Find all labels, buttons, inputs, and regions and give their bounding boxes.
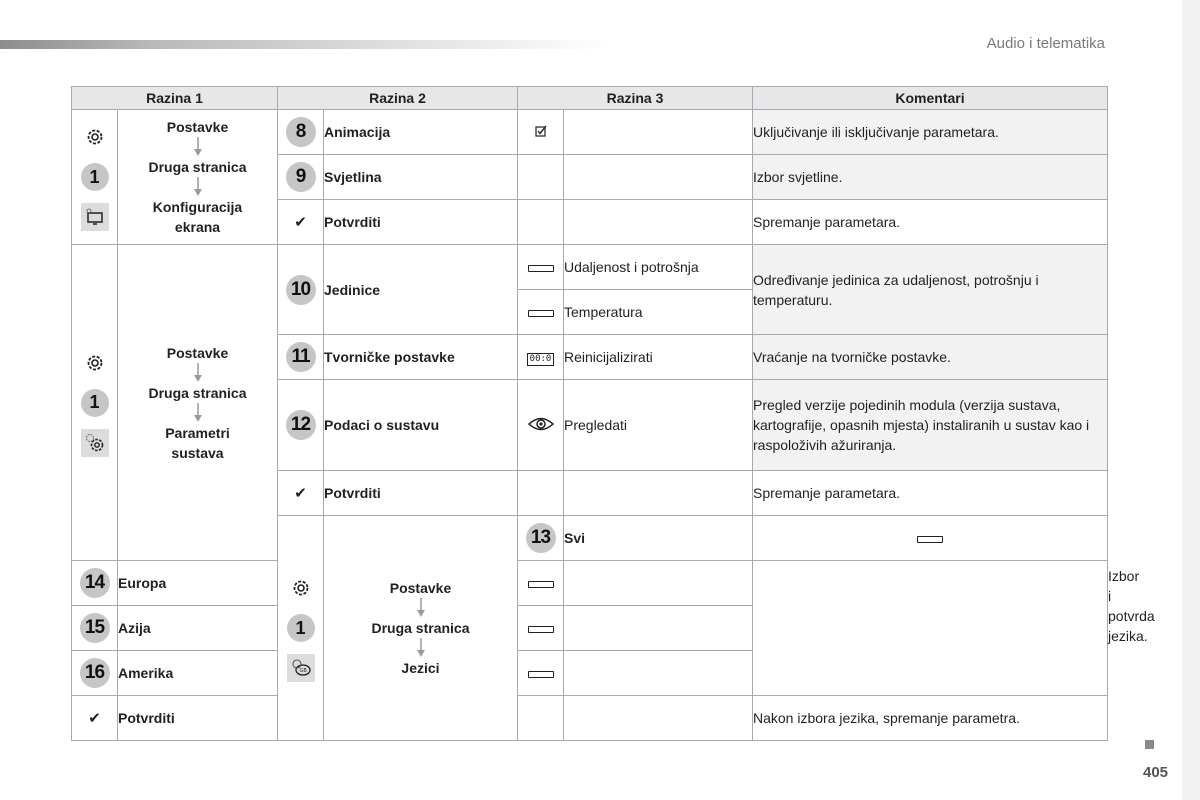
settings-gear-icon [85,117,105,157]
step-number-badge: 12 [286,410,316,440]
select-option-icon [518,245,564,290]
level2-label: Tvorničke postavke [324,335,518,380]
section-title: Audio i telematika [986,35,1105,52]
arrow-down-icon [193,137,203,157]
eye-view-icon [518,380,564,471]
level2-label: Podaci o sustavu [324,380,518,471]
select-option-icon [518,651,564,696]
level2-label: Azija [118,606,278,651]
comment-cell: Uključivanje ili isključivanje parametara. [753,110,1108,155]
select-option-icon [518,290,564,335]
step-number-badge: 14 [80,568,110,598]
level3-empty [564,561,753,606]
comment-cell: Izbor svjetline. [753,155,1108,200]
level2-label: Svjetlina [324,155,518,200]
select-option-icon [518,606,564,651]
level2-label: Potvrditi [324,471,518,516]
comment-cell: Spremanje parametara. [753,471,1108,516]
level1-icons-cell [278,516,324,741]
table-row: 1 GB Postavke Druga stranica Jezici 13 Svi Izbor i potvrda jezika. [72,516,1108,561]
languages-speech-icon [287,654,315,682]
confirm-check-icon: ✔ [88,710,101,727]
level3-symbol-empty [518,696,564,741]
checkbox-icon [518,110,564,155]
path-step-postavke: Postavke [166,344,229,361]
comment-cell: Određivanje jedinica za udaljenost, potrošnju i temperaturu. [753,245,1108,335]
comment-cell: Spremanje parametara. [753,200,1108,245]
level3-empty [564,606,753,651]
reset-counter-icon: 00:0 [518,335,564,380]
step-number-badge: 8 [286,117,316,147]
step-number-badge: 16 [80,658,110,688]
path-step-postavke: Postavke [166,119,229,135]
select-option-icon [753,516,1108,561]
level2-label: Svi [564,516,753,561]
select-option-icon [518,561,564,606]
level2-label: Potvrditi [118,696,278,741]
step-number-badge: 13 [526,523,556,553]
confirm-check-icon: ✔ [294,485,307,502]
step-number-badge: 9 [286,162,316,192]
level3-label: Reinicijalizirati [564,335,753,380]
page-marker-square [1145,740,1154,749]
level2-label: Potvrditi [324,200,518,245]
comment-cell: Vraćanje na tvorničke postavke. [753,335,1108,380]
arrow-down-icon [193,363,203,383]
page-number: 405 [1143,764,1169,781]
settings-menu-table [71,86,1155,741]
level2-label: Europa [118,561,278,606]
level3-symbol-empty [518,200,564,245]
level1-path-cell [324,516,518,741]
page-edge-strip [1182,0,1200,800]
system-parameters-icon [81,429,109,457]
level3-label [564,471,753,516]
level2-label: Animacija [324,110,518,155]
arrow-down-icon [416,598,426,618]
level3-symbol-empty [518,155,564,200]
path-step-konfiguracija-ekrana: Konfiguracija ekrana [152,199,243,235]
page-one-badge: 1 [81,163,109,191]
level3-label [564,155,753,200]
step-number-badge: 10 [286,275,316,305]
step-number-badge: 11 [286,342,316,372]
path-step-parametri-sustava: Parametri sustava [165,424,230,461]
screen-config-icon [81,203,109,231]
confirm-check-icon: ✔ [294,214,307,231]
level1-icons-cell [72,245,118,561]
column-header-komentari: Komentari [753,87,1108,110]
level3-label [564,110,753,155]
path-step-druga-stranica: Druga stranica [371,620,470,636]
column-header-razina-1: Razina 1 [72,87,278,110]
arrow-down-icon [416,638,426,658]
header-gradient-bar [0,40,610,49]
comment-cell: Nakon izbora jezika, spremanje parametra. [753,696,1108,741]
table-row [72,606,1108,651]
path-step-jezici: Jezici [401,660,440,676]
level3-label: Pregledati [564,380,753,471]
level2-label: Jedinice [324,245,518,335]
level3-label: Udaljenost i potrošnja [564,245,753,290]
level3-label [564,200,753,245]
level1-path-cell [118,245,278,561]
level2-label: Amerika [118,651,278,696]
table-row [72,651,1108,696]
settings-gear-icon [291,568,311,608]
page-one-badge: 1 [287,614,315,642]
page-one-badge: 1 [81,389,109,417]
level3-empty [564,651,753,696]
level3-empty [564,696,753,741]
arrow-down-icon [193,177,203,197]
level3-label: Temperatura [564,290,753,335]
settings-gear-icon [85,343,105,383]
step-number-badge: 15 [80,613,110,643]
path-step-postavke: Postavke [389,580,452,596]
level1-icons-cell [72,110,118,245]
table-header-row [72,87,1108,110]
column-header-razina-2: Razina 2 [278,87,518,110]
arrow-down-icon [193,403,203,423]
table-row [72,561,1108,606]
level1-path-cell [118,110,278,245]
column-header-razina-3: Razina 3 [518,87,753,110]
path-step-druga-stranica: Druga stranica [148,384,247,401]
table-row [72,696,1108,741]
comment-cell: Pregled verzije pojedinih modula (verzija sustava, kartografije, opasnih mjesta) instaliranih u sustav kao i raspoloživih ažuriranja. [753,380,1108,471]
path-step-druga-stranica: Druga stranica [148,159,247,175]
level3-symbol-empty [518,471,564,516]
table-row [72,245,1108,290]
svg-text:GB: GB [299,668,307,674]
table-row [72,110,1108,155]
